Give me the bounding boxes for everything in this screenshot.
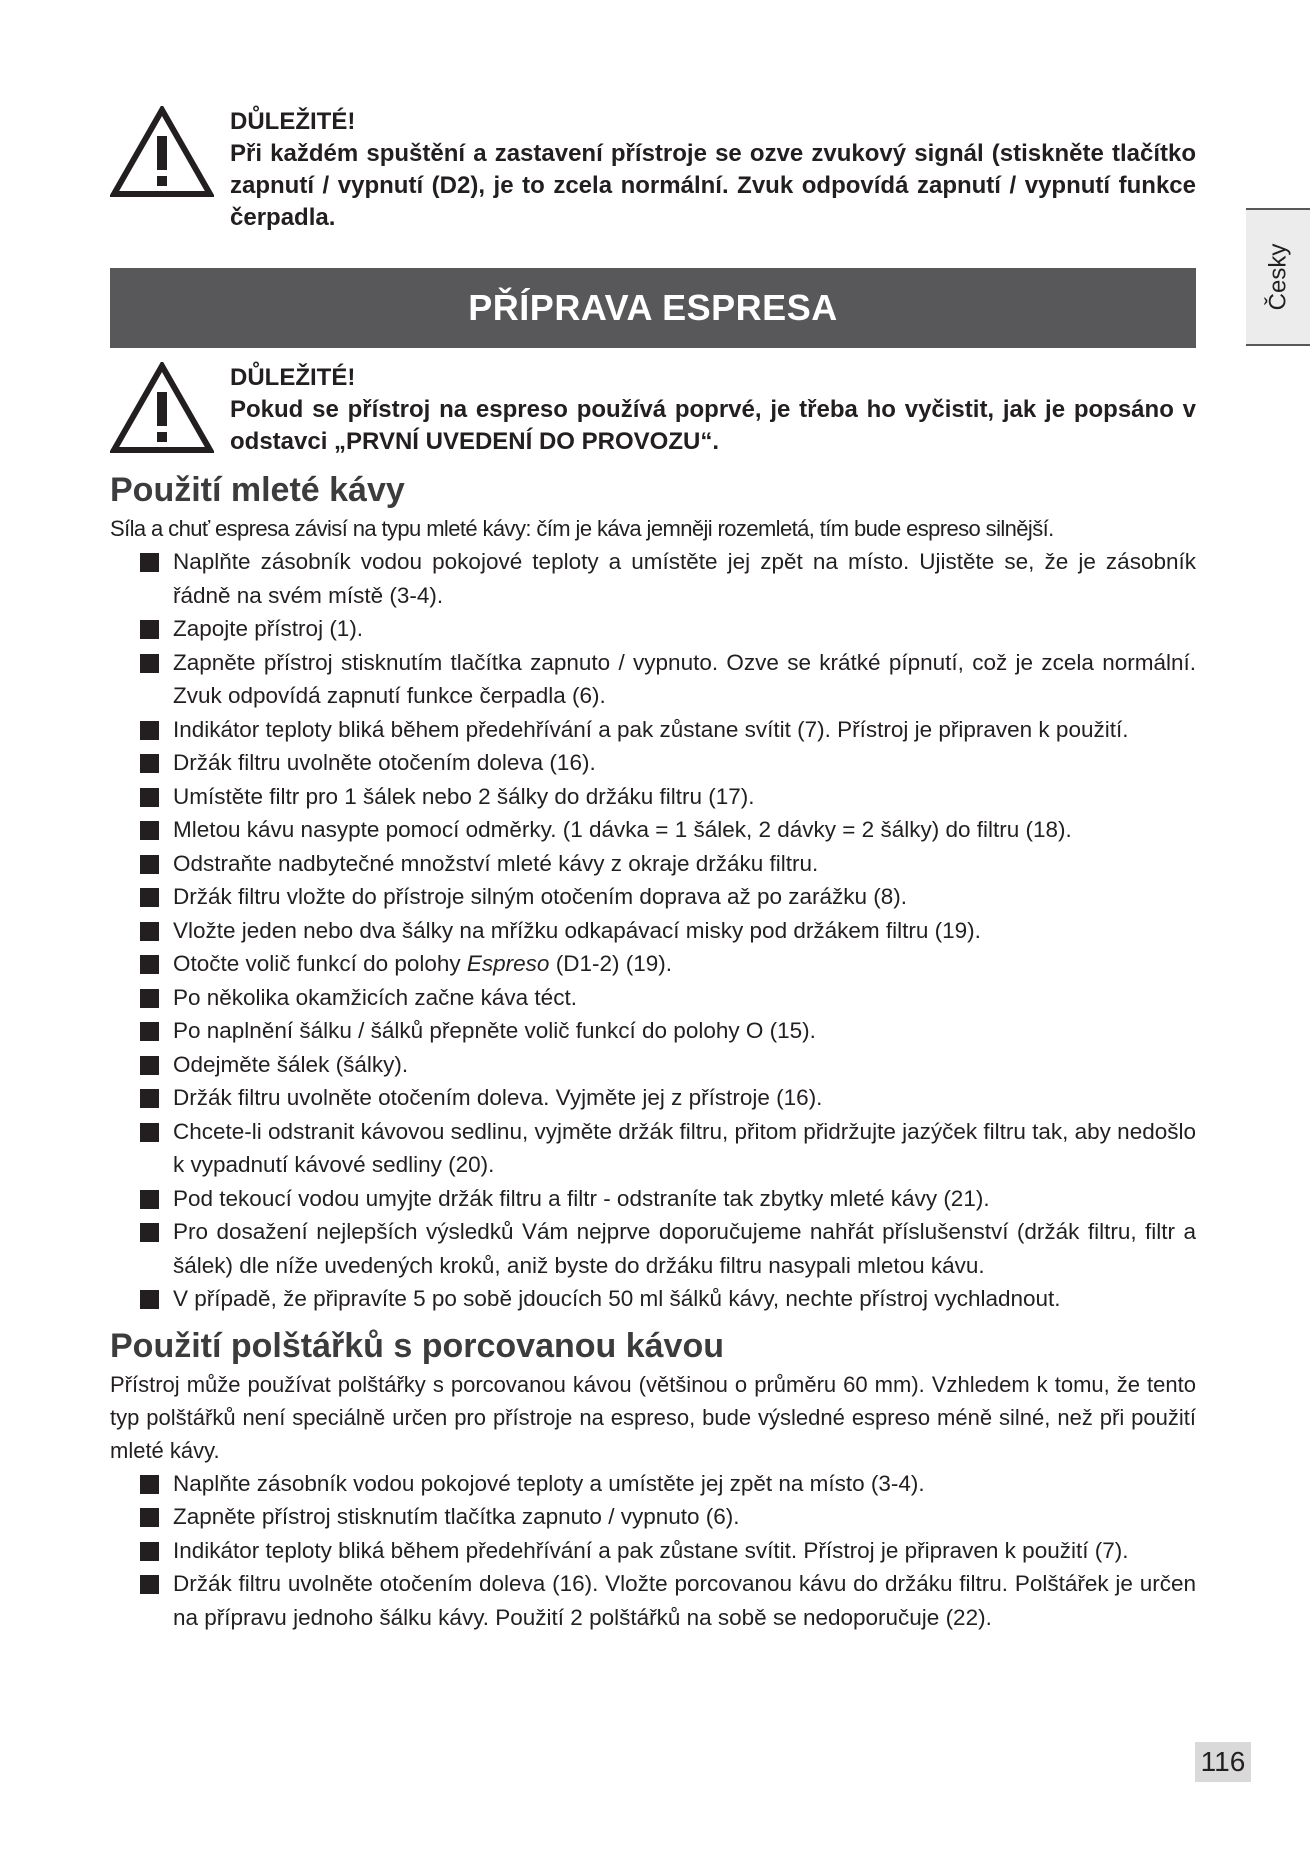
list-item: Zapojte přístroj (1). (110, 612, 1196, 646)
list-item: Odstraňte nadbytečné množství mleté kávy z okraje držáku filtru. (110, 847, 1196, 881)
list-item: Chcete-li odstranit kávovou sedlinu, vyjměte držák filtru, přitom přidržujte jazýček filtru tak, aby nedošlo k vypadnutí kávové sedliny (20). (110, 1115, 1196, 1182)
list-item: Pro dosažení nejlepších výsledků Vám nejprve doporučujeme nahřát příslušenství (držák filtru, filtr a šálek) dle níže uvedených kroků, aniž byste do držáku filtru nasypali mletou kávu. (110, 1215, 1196, 1282)
list-item: Vložte jeden nebo dva šálky na mřížku odkapávací misky pod držákem filtru (19). (110, 914, 1196, 948)
list-item: Držák filtru uvolněte otočením doleva (16). (110, 746, 1196, 780)
warning-triangle-icon (110, 362, 214, 454)
list-item: Indikátor teploty bliká během předehřívání a pak zůstane svítit (7). Přístroj je připraven k použití. (110, 713, 1196, 747)
list-item: Mletou kávu nasypte pomocí odměrky. (1 dávka = 1 šálek, 2 dávky = 2 šálky) do filtru (18). (110, 813, 1196, 847)
warning-heading: DŮLEŽITÉ! (230, 364, 356, 391)
warning-text (230, 362, 1196, 458)
list-item: Indikátor teploty bliká během předehřívání a pak zůstane svítit. Přístroj je připraven k použití (7). (110, 1534, 1196, 1568)
ground-coffee-intro: Síla a chuť espresa závisí na typu mleté kávy: čím je káva jemněji rozemletá, tím bude espreso silnější. (110, 516, 1054, 541)
warning-triangle-icon (110, 106, 214, 198)
ground-coffee-heading: Použití mleté kávy (110, 471, 405, 509)
list-item: Držák filtru uvolněte otočením doleva (16). Vložte porcovanou kávu do držáku filtru. Polštářek je určen na přípravu jednoho šálku kávy. Použití 2 polštářků na sobě se nedoporučuje (22). (110, 1567, 1196, 1634)
pods-heading: Použití polštářků s porcovanou kávou (110, 1326, 724, 1365)
list-item: Naplňte zásobník vodou pokojové teploty a umístěte jej zpět na místo. Ujistěte se, že je zásobník řádně na svém místě (3-4). (110, 545, 1196, 612)
list-item: Pod tekoucí vodou umyjte držák filtru a filtr - odstraníte tak zbytky mleté kávy (21). (110, 1182, 1196, 1216)
ground-coffee-steps (110, 545, 1196, 1316)
list-item: Držák filtru uvolněte otočením doleva. Vyjměte jej z přístroje (16). (110, 1081, 1196, 1115)
list-item: Držák filtru vložte do přístroje silným otočením doprava až po zarážku (8). (110, 880, 1196, 914)
page-number: 116 (1195, 1742, 1251, 1782)
section-title: PŘÍPRAVA ESPRESA (468, 287, 838, 328)
list-item: V případě, že připravíte 5 po sobě jdoucích 50 ml šálků kávy, nechte přístroj vychladnout. (110, 1282, 1196, 1316)
list-item: Naplňte zásobník vodou pokojové teploty a umístěte jej zpět na místo (3-4). (110, 1467, 1196, 1501)
list-item: Po naplnění šálku / šálků přepněte volič funkcí do polohy O (15). (110, 1014, 1196, 1048)
main-content (110, 468, 1196, 1634)
list-item: Zapněte přístroj stisknutím tlačítka zapnuto / vypnuto. Ozve se krátké pípnutí, což je zcela normální. Zvuk odpovídá zapnutí funkce čerpadla (6). (110, 646, 1196, 713)
language-tab-label: Česky (1264, 243, 1291, 311)
warning-body: Pokud se přístroj na espreso používá poprvé, je třeba ho vyčistit, jak je popsáno v odstavci „PRVNÍ UVEDENÍ DO PROVOZU“. (230, 396, 1196, 455)
list-item: Odejměte šálek (šálky). (110, 1048, 1196, 1082)
warning-block-1 (110, 106, 1196, 234)
list-item: Zapněte přístroj stisknutím tlačítka zapnuto / vypnuto (6). (110, 1500, 1196, 1534)
warning-block-2 (110, 362, 1196, 458)
pods-intro: Přístroj může používat polštářky s porcovanou kávou (většinou o průměru 60 mm). Vzhledem k tomu, že tento typ polštářků není speciálně určen pro přístroje na espreso, bude výsledné espreso méně silné, než při použití mleté kávy. (110, 1371, 1196, 1463)
list-item: Otočte volič funkcí do polohy Espreso (D1-2) (19). (110, 947, 1196, 981)
warning-heading: DŮLEŽITÉ! (230, 108, 356, 135)
language-tab (1246, 208, 1310, 346)
section-title-bar (110, 268, 1196, 348)
warning-text (230, 106, 1196, 234)
pods-steps (110, 1467, 1196, 1635)
list-item: Po několika okamžicích začne káva téct. (110, 981, 1196, 1015)
warning-body: Při každém spuštění a zastavení přístroje se ozve zvukový signál (stiskněte tlačítko zapnutí / vypnutí (D2), je to zcela normální. Zvuk odpovídá zapnutí / vypnutí funkce čerpadla. (230, 140, 1196, 231)
list-item: Umístěte filtr pro 1 šálek nebo 2 šálky do držáku filtru (17). (110, 780, 1196, 814)
